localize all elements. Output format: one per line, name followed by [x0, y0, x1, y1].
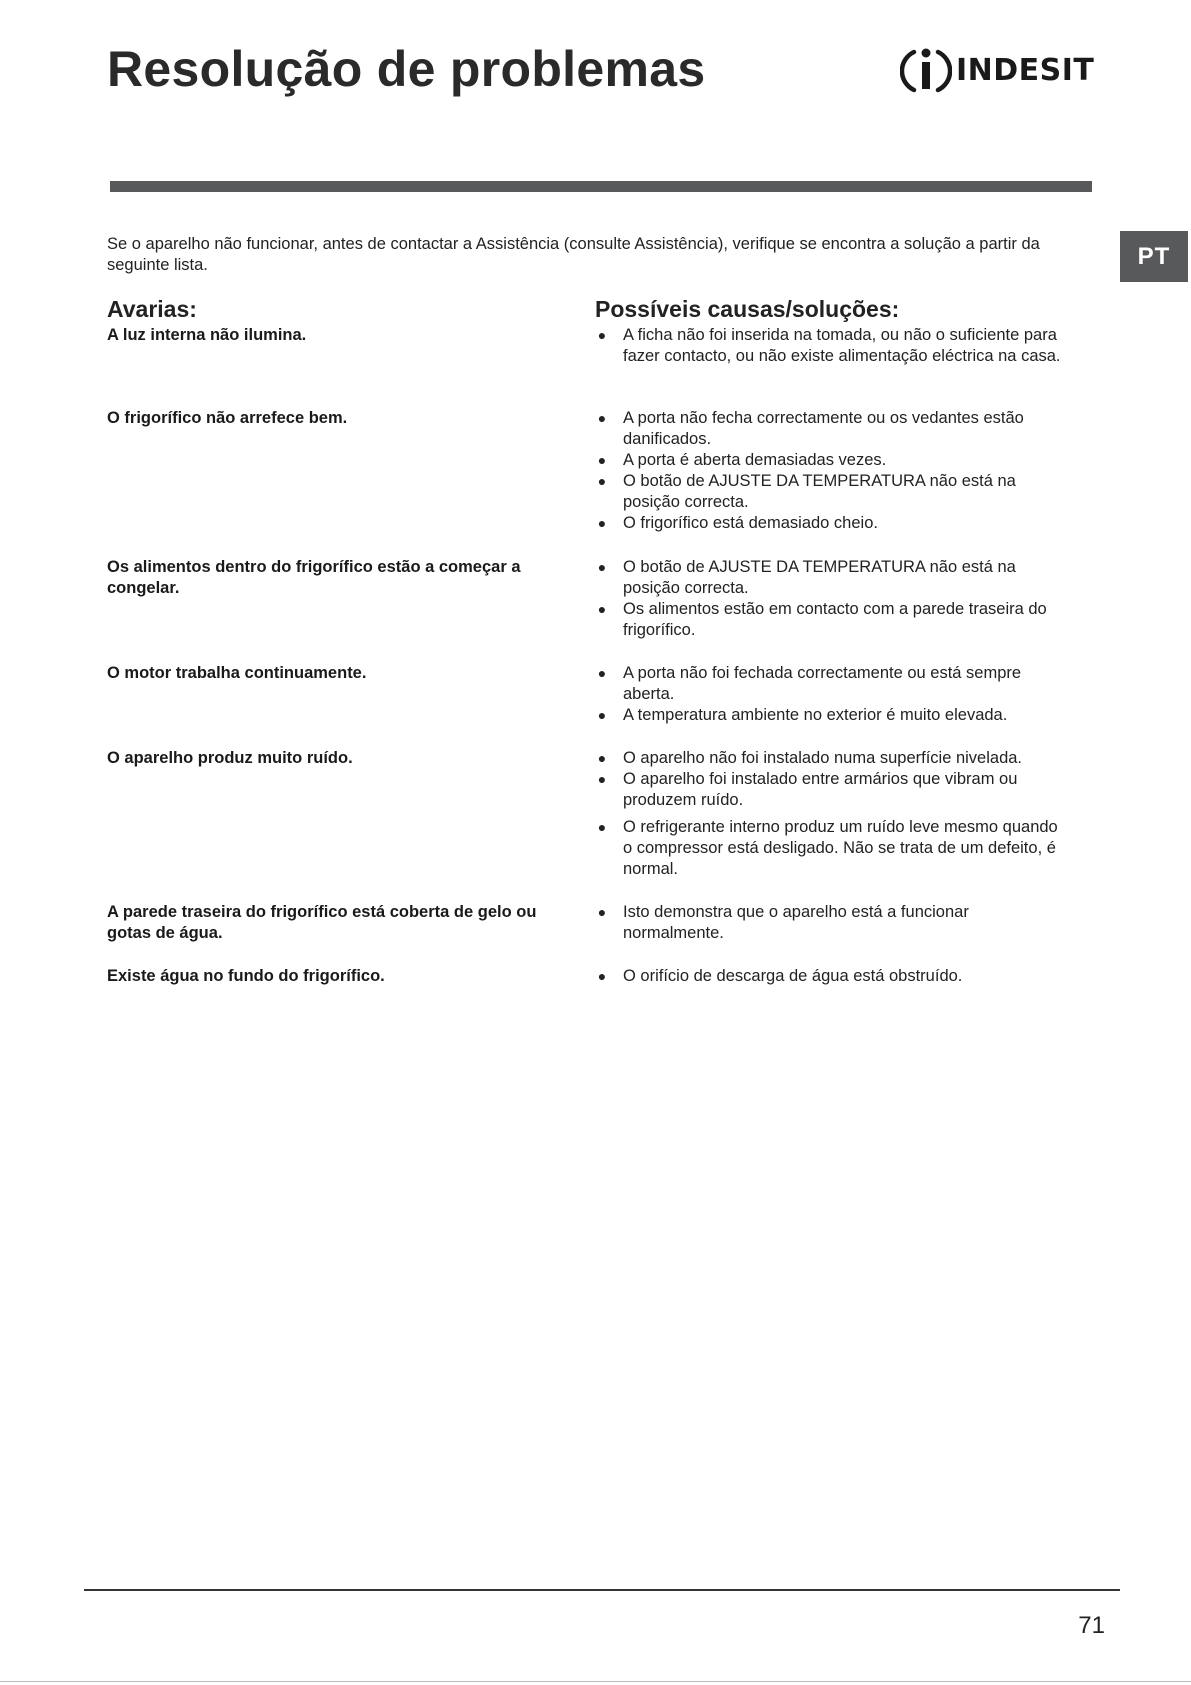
solution-text: O aparelho não foi instalado numa superfície nivelada.	[623, 749, 1023, 767]
solution-item	[595, 599, 1067, 641]
problem-text: O frigorífico não arrefece bem.	[107, 409, 348, 427]
bullet-icon: ●	[597, 707, 607, 723]
brand-logo	[900, 42, 1094, 98]
solutions-list	[595, 966, 1067, 987]
solution-item	[595, 817, 1067, 880]
bullet-icon: ●	[597, 410, 607, 426]
solution-text: O orifício de descarga de água está obstruído.	[623, 967, 963, 985]
bullet-icon: ●	[597, 904, 607, 920]
solution-item	[595, 966, 1067, 987]
faults-heading: Avarias:	[107, 296, 197, 322]
solution-text: A porta é aberta demasiadas vezes.	[623, 451, 887, 469]
bullet-icon: ●	[597, 452, 607, 468]
info-i-circle-icon	[900, 42, 952, 98]
bullet-icon: ●	[597, 665, 607, 681]
solution-item	[595, 902, 1067, 944]
problem-text: A parede traseira do frigorífico está coberta de gelo ou gotas de água.	[107, 903, 537, 942]
solution-text: O botão de AJUSTE DA TEMPERATURA não está na posição correcta.	[623, 472, 1016, 511]
solution-text: O refrigerante interno produz um ruído leve mesmo quando o compressor está desligado. Não se trata de um defeito, é normal.	[623, 818, 1058, 878]
page-title: Resolução de problemas	[107, 41, 706, 97]
solutions-list	[595, 748, 1067, 880]
solution-text: A porta não fecha correctamente ou os vedantes estão danificados.	[623, 409, 1024, 448]
bullet-icon: ●	[597, 819, 607, 835]
brand-name: INDESIT	[956, 52, 1095, 88]
solution-item	[595, 408, 1067, 450]
solutions-list	[595, 325, 1067, 367]
bullet-icon: ●	[597, 327, 607, 343]
bullet-icon: ●	[597, 750, 607, 766]
page-number: 71	[1078, 1612, 1105, 1639]
solution-text: Isto demonstra que o aparelho está a funcionar normalmente.	[623, 903, 969, 942]
solution-item	[595, 705, 1067, 726]
solution-item	[595, 513, 1067, 534]
solutions-list	[595, 557, 1067, 641]
solution-text: O botão de AJUSTE DA TEMPERATURA não está na posição correcta.	[623, 558, 1016, 597]
problem-text: O motor trabalha continuamente.	[107, 664, 367, 682]
causes-heading: Possíveis causas/soluções:	[595, 296, 900, 322]
solution-item	[595, 663, 1067, 705]
title-divider	[110, 181, 1092, 192]
problem-text: A luz interna não ilumina.	[107, 326, 307, 344]
solution-item	[595, 471, 1067, 513]
solution-text: A temperatura ambiente no exterior é muito elevada.	[623, 706, 1008, 724]
bullet-icon: ●	[597, 771, 607, 787]
solution-text: Os alimentos estão em contacto com a parede traseira do frigorífico.	[623, 600, 1047, 639]
problem-text: Os alimentos dentro do frigorífico estão a começar a congelar.	[107, 558, 521, 597]
problem-text: O aparelho produz muito ruído.	[107, 749, 353, 767]
solution-text: O frigorífico está demasiado cheio.	[623, 514, 878, 532]
solution-text: A ficha não foi inserida na tomada, ou não o suficiente para fazer contacto, ou não existe alimentação eléctrica na casa.	[623, 326, 1061, 365]
solution-item	[595, 557, 1067, 599]
page-edge	[0, 1681, 1191, 1682]
bullet-icon: ●	[597, 968, 607, 984]
solution-item	[595, 748, 1067, 769]
solutions-list	[595, 663, 1067, 726]
solution-item	[595, 450, 1067, 471]
bullet-icon: ●	[597, 601, 607, 617]
solution-item	[595, 769, 1067, 811]
language-tab: PT	[1120, 231, 1188, 282]
solutions-list	[595, 902, 1067, 944]
intro-text: Se o aparelho não funcionar, antes de contactar a Assistência (consulte Assistência), verifique se encontra a solução a partir da seguinte lista.	[107, 235, 1040, 274]
solution-text: O aparelho foi instalado entre armários que vibram ou produzem ruído.	[623, 770, 1018, 809]
bullet-icon: ●	[597, 559, 607, 575]
problem-text: Existe água no fundo do frigorífico.	[107, 967, 385, 985]
footer-divider	[84, 1589, 1120, 1591]
bullet-icon: ●	[597, 515, 607, 531]
solutions-list	[595, 408, 1067, 534]
solution-text: A porta não foi fechada correctamente ou está sempre aberta.	[623, 664, 1022, 703]
solution-item	[595, 325, 1067, 367]
bullet-icon: ●	[597, 473, 607, 489]
